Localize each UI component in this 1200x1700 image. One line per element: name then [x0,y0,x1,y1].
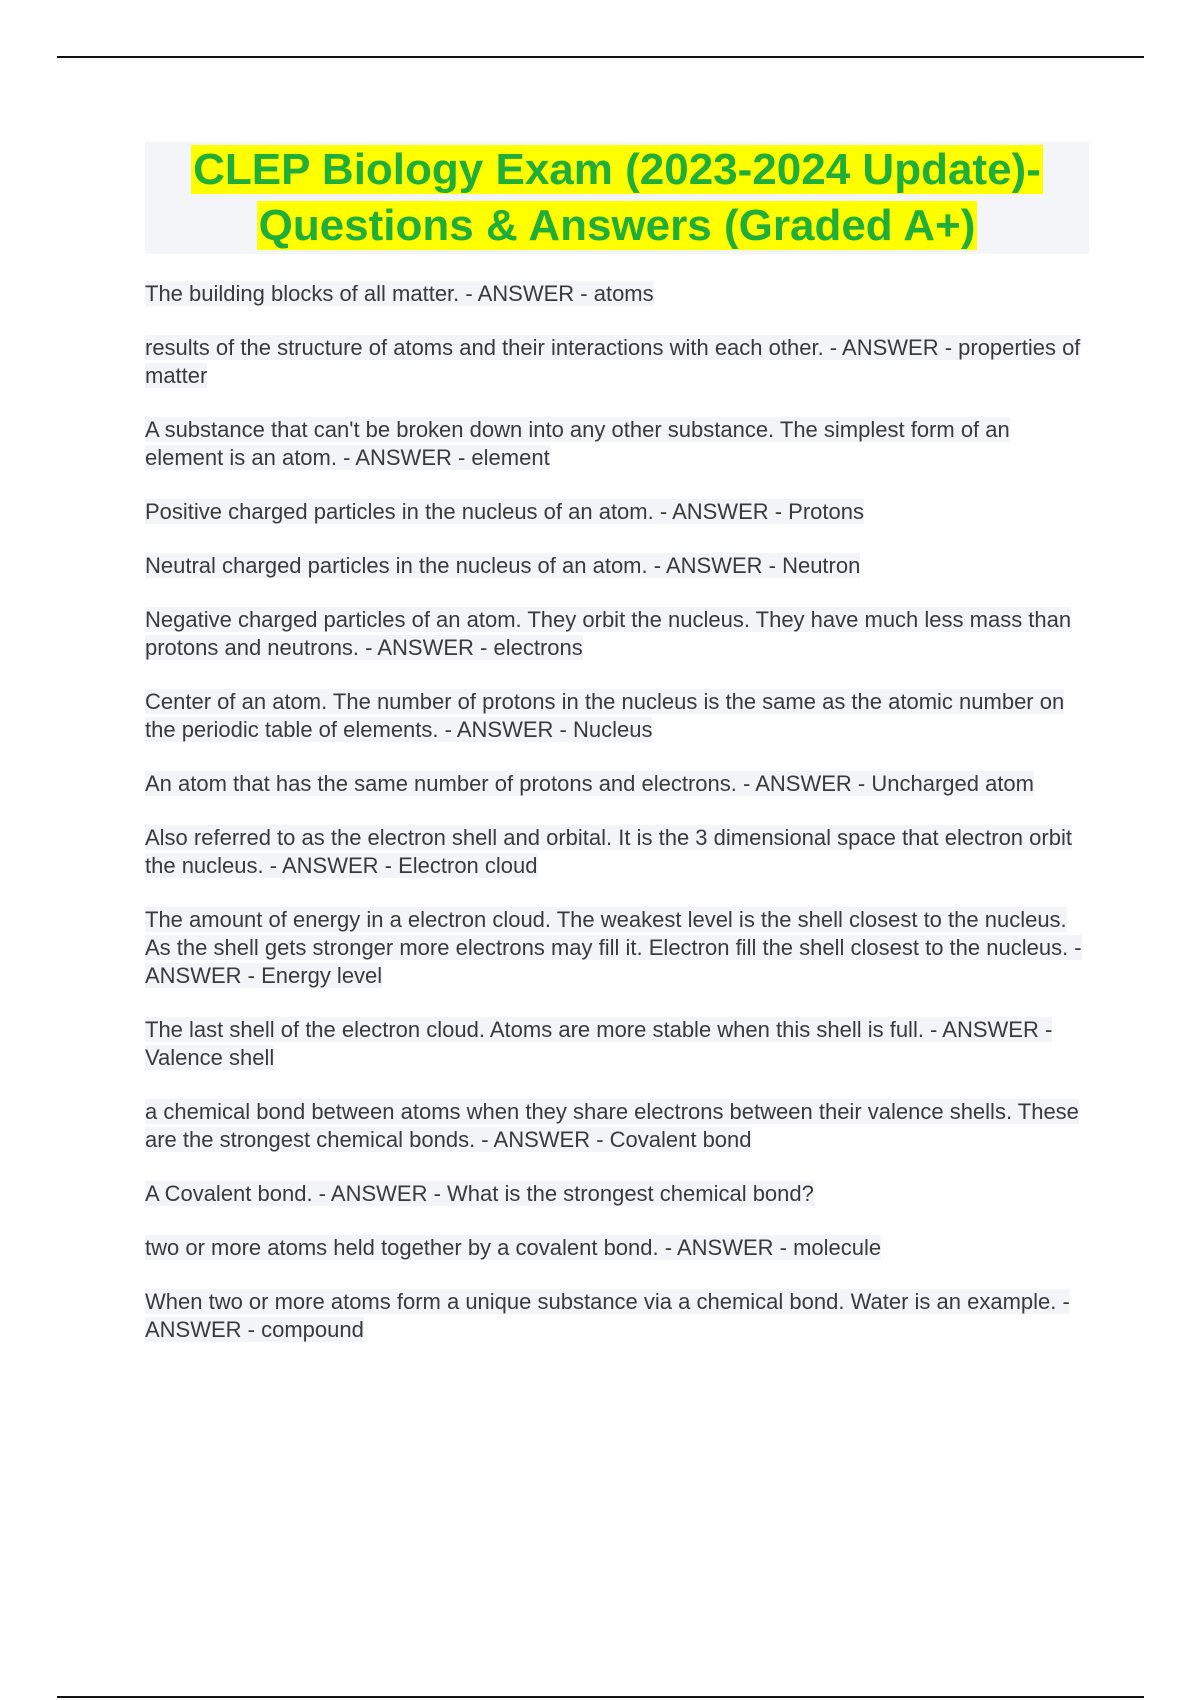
qa-item: Neutral charged particles in the nucleus of an atom. - ANSWER - Neutron [145,553,861,578]
qa-item: a chemical bond between atoms when they share electrons between their valence shells. These are the strongest chemical bonds. - ANSWER - Covalent bond [145,1099,1079,1152]
bottom-rule [57,1696,1144,1698]
document-title [145,142,1089,254]
qa-item: Positive charged particles in the nucleus of an atom. - ANSWER - Protons [145,499,864,524]
qa-item: A Covalent bond. - ANSWER - What is the strongest chemical bond? [145,1181,814,1206]
qa-item: Negative charged particles of an atom. They orbit the nucleus. They have much less mass than protons and neutrons. - ANSWER - electrons [145,607,1072,660]
qa-item: The last shell of the electron cloud. Atoms are more stable when this shell is full. - ANSWER - Valence shell [145,1017,1053,1070]
qa-item: two or more atoms held together by a covalent bond. - ANSWER - molecule [145,1235,882,1260]
qa-item: The amount of energy in a electron cloud. The weakest level is the shell closest to the nucleus. As the shell gets stronger more electrons may fill it. Electron fill the shell closest to the nucleus. - ANSWER - Energy level [145,907,1082,988]
title-line-1: CLEP Biology Exam (2023-2024 Update)- [193,145,1041,194]
qa-item: Center of an atom. The number of protons in the nucleus is the same as the atomic number on the periodic table of elements. - ANSWER - Nucleus [145,689,1065,742]
qa-item: results of the structure of atoms and their interactions with each other. - ANSWER - properties of matter [145,335,1081,388]
top-rule [57,56,1144,58]
title-line-2: Questions & Answers (Graded A+) [258,201,976,250]
qa-item: A substance that can't be broken down into any other substance. The simplest form of an element is an atom. - ANSWER - element [145,417,1010,470]
qa-item: When two or more atoms form a unique substance via a chemical bond. Water is an example. - ANSWER - compound [145,1289,1070,1342]
qa-item: Also referred to as the electron shell and orbital. It is the 3 dimensional space that electron orbit the nucleus. - ANSWER - Electron cloud [145,825,1072,878]
qa-item: The building blocks of all matter. - ANSWER - atoms [145,281,654,306]
qa-list [145,280,1085,1370]
qa-item: An atom that has the same number of protons and electrons. - ANSWER - Uncharged atom [145,771,1034,796]
